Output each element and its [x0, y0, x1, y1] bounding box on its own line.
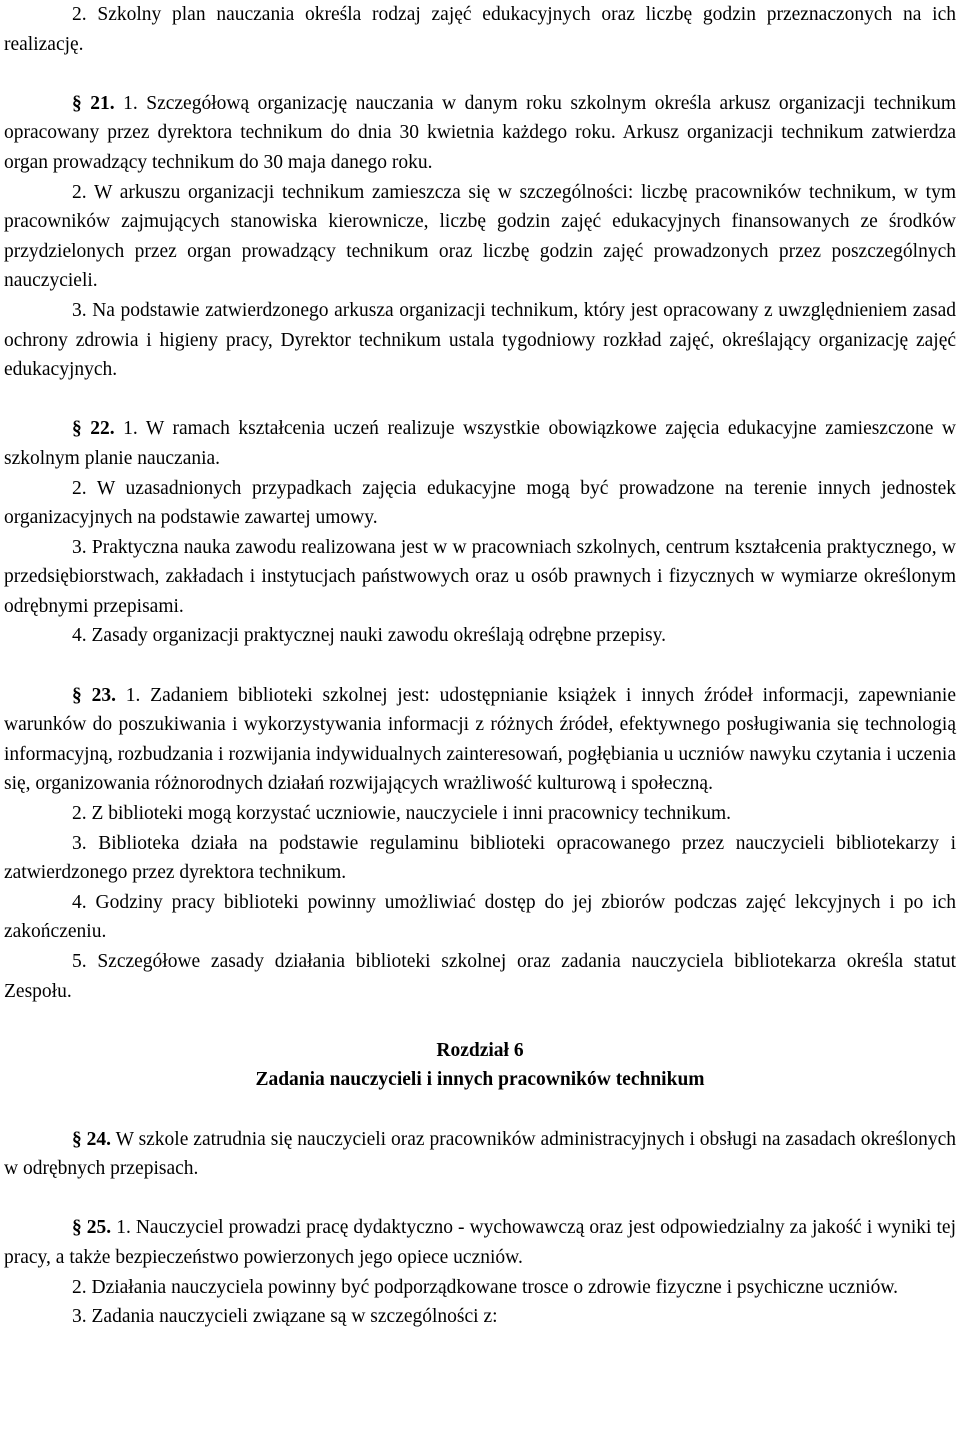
- section-number: 21.: [90, 92, 115, 114]
- section-23-paragraph-1: § 23. 1. Zadaniem biblioteki szkolnej jest: udostępnianie książek i innych źródeł informacji, zapewnianie warunków do poszukiwania i wykorzystywania informacji z różnych źródeł, efektywnego posługiwania się technologią informacyjną, rozbudzania i rozwijania indywidualnych zainteresowań, pogłębiania u uczniów nawyku czytania i uczenia się, organizowania różnorodnych działań rozwijających wrażliwość kulturową i społeczną.: [4, 684, 956, 795]
- section-mark: §: [72, 1217, 82, 1239]
- spacer: [4, 1006, 956, 1036]
- chapter-label: Rozdział 6: [436, 1039, 524, 1061]
- section-number: 22.: [90, 418, 115, 440]
- section-23-paragraph-5: 5. Szczegółowe zasady działania biblioteki szkolnej oraz zadania nauczyciela bibliotekarza określa statut Zespołu.: [4, 951, 956, 1002]
- spacer: [4, 385, 956, 415]
- section-21-paragraph-2: 2. W arkuszu organizacji technikum zamieszcza się w szczególności: liczbę pracowników technikum, w tym pracowników zajmujących stanowiska kierownicze, liczbę godzin zajęć edukacyjnych finansowanych ze środków przydzielonych przez organ prowadzący technikum oraz liczbę godzin zajęć prowadzonych przez poszczególnych nauczycieli.: [4, 181, 956, 292]
- section-number: 25.: [86, 1217, 112, 1239]
- section-21-paragraph-3: 3. Na podstawie zatwierdzonego arkusza organizacji technikum, który jest opracowany z uwzględnieniem zasad ochrony zdrowia i higieny pracy, Dyrektor technikum ustala tygodniowy rozkład zajęć, określający organizację zajęć edukacyjnych.: [4, 299, 956, 381]
- section-22-paragraph-2: 2. W uzasadnionych przypadkach zajęcia edukacyjne mogą być prowadzone na terenie innych jednostek organizacyjnych na podstawie zawartej umowy.: [4, 477, 956, 529]
- section-25-paragraph-1: § 25. 1. Nauczyciel prowadzi pracę dydaktyczno - wychowawczą oraz jest odpowiedzialny za jakość i wyniki tej pracy, a także bezpieczeństwo powierzonych jego opiece uczniów.: [4, 1217, 956, 1268]
- chapter-title: Zadania nauczycieli i innych pracowników technikum: [255, 1069, 705, 1091]
- section-24-paragraph-1: § 24. W szkole zatrudnia się nauczycieli oraz pracowników administracyjnych i obsługi na zasadach określonych w odrębnych przepisach.: [4, 1128, 957, 1180]
- section-22-paragraph-4: 4. Zasady organizacji praktycznej nauki zawodu określają odrębne przepisy.: [72, 625, 666, 647]
- section-mark: §: [72, 92, 82, 114]
- section-23-paragraph-3: 3. Biblioteka działa na podstawie regulaminu biblioteki opracowanego przez nauczycieli bibliotekarzy i zatwierdzonego przez dyrektora technikum.: [4, 832, 956, 884]
- section-25-paragraph-3: 3. Zadania nauczycieli związane są w szczególności z:: [72, 1306, 498, 1328]
- section-21-paragraph-1: § 21. 1. Szczegółową organizację nauczania w danym roku szkolnym określa arkusz organizacji technikum opracowany przez dyrektora technikum do dnia 30 kwietnia każdego roku. Arkusz organizacji technikum zatwierdza organ prowadzący technikum do 30 maja danego roku.: [4, 92, 957, 173]
- spacer: [4, 1095, 956, 1125]
- spacer: [4, 1184, 956, 1214]
- section-25-paragraph-2: 2. Działania nauczyciela powinny być podporządkowane trosce o zdrowie fizyczne i psychiczne uczniów.: [72, 1276, 899, 1298]
- section-number: 24.: [86, 1128, 112, 1150]
- section-mark: §: [72, 418, 82, 440]
- spacer: [4, 651, 956, 681]
- section-mark: §: [72, 1128, 82, 1150]
- section-23-paragraph-4: 4. Godziny pracy biblioteki powinny umożliwiać dostęp do jej zbiorów podczas zajęć lekcyjnych i po ich zakończeniu.: [4, 891, 956, 943]
- section-23-paragraph-2: 2. Z biblioteki mogą korzystać uczniowie, nauczyciele i inni pracownicy technikum.: [72, 803, 731, 825]
- section-22-paragraph-1: § 22. 1. W ramach kształcenia uczeń realizuje wszystkie obowiązkowe zajęcia edukacyjne zamieszczone w szkolnym planie nauczania.: [4, 418, 957, 469]
- section-mark: §: [72, 684, 82, 706]
- section-22-paragraph-3: 3. Praktyczna nauka zawodu realizowana jest w w pracowniach szkolnych, centrum kształcenia praktycznego, w przedsiębiorstwach, zakładach i instytucjach państwowych oraz u osób prawnych i fizycznych w wymiarze określonym odrębnymi przepisami.: [4, 536, 956, 617]
- section-number: 23.: [91, 684, 116, 706]
- paragraph-2-szkolny-plan: 2. Szkolny plan nauczania określa rodzaj zajęć edukacyjnych oraz liczbę godzin przeznaczonych na ich realizację.: [4, 4, 956, 55]
- spacer: [4, 59, 956, 89]
